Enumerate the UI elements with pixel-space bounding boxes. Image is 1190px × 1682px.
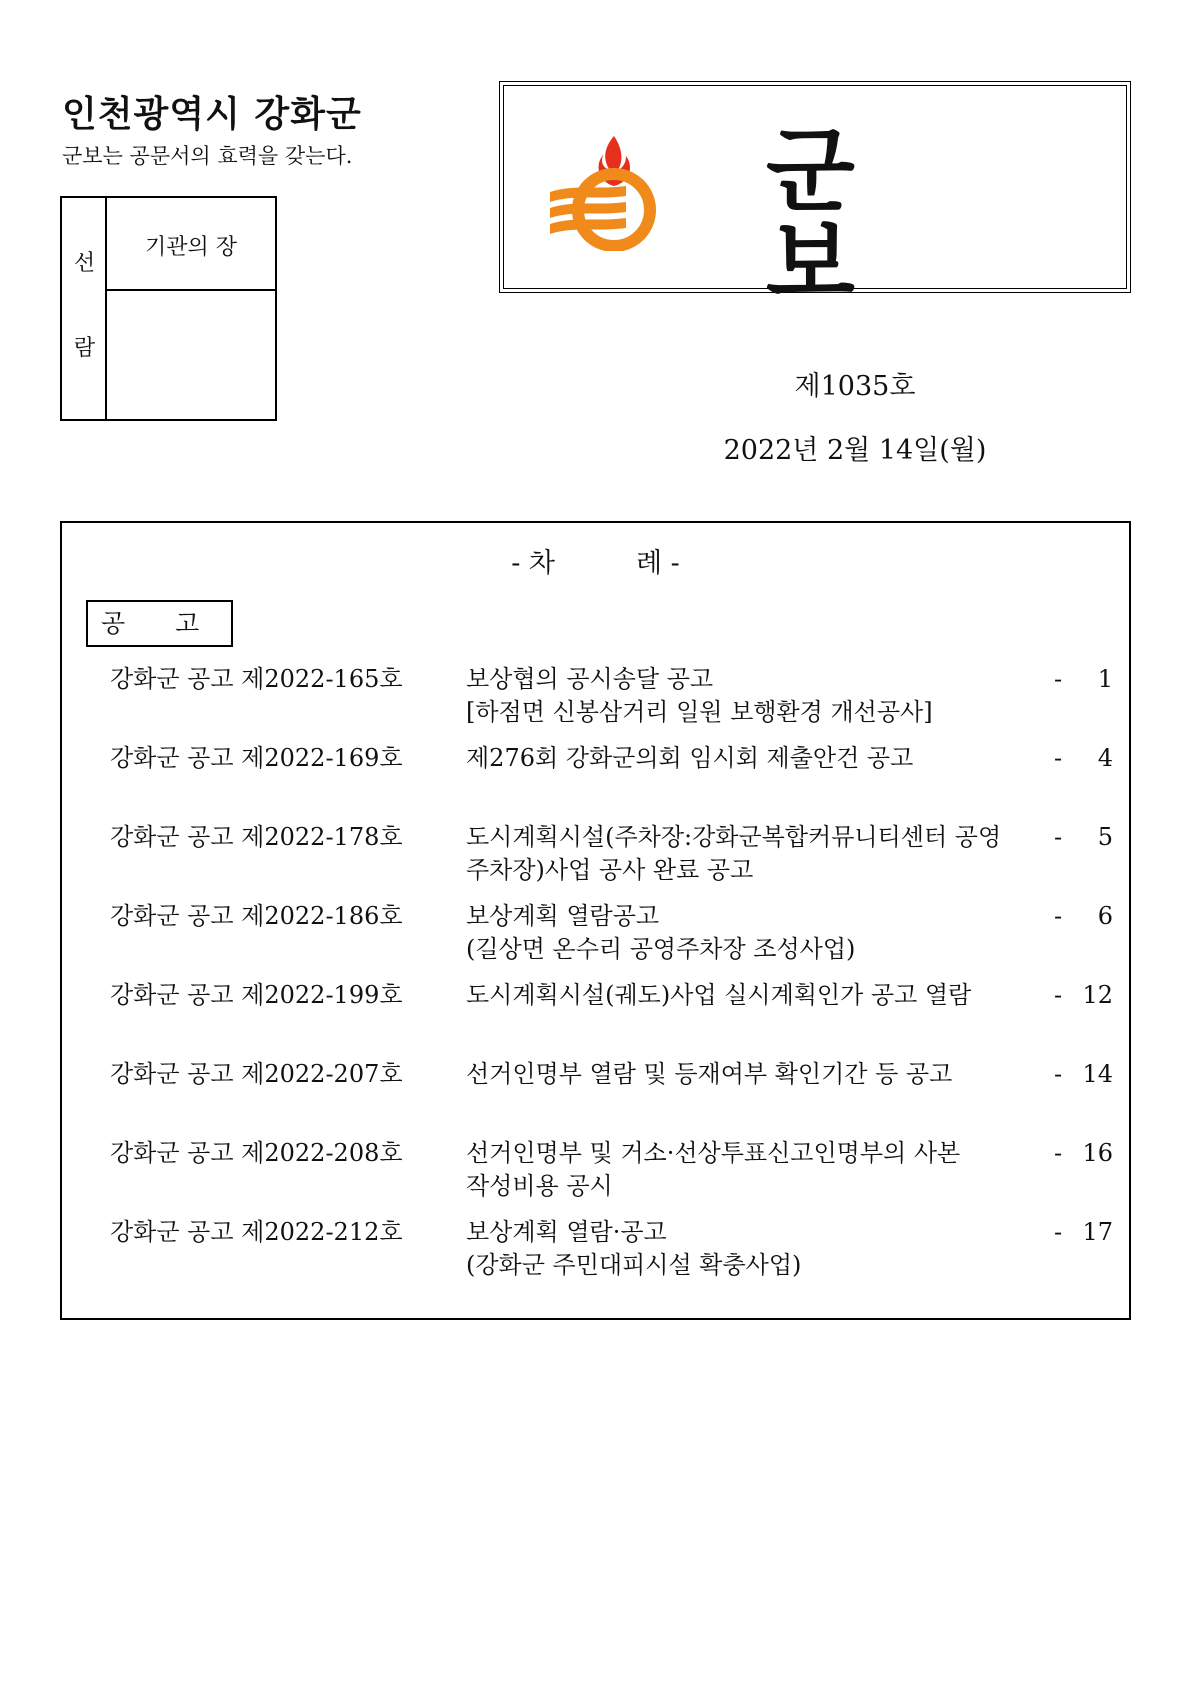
leader-dash: - — [1054, 981, 1063, 1009]
reading-head-label: 기관의 장 — [107, 198, 275, 291]
leader-dash: - — [1054, 744, 1063, 772]
notice-title: 보상협의 공시송달 공고 — [466, 665, 714, 693]
notice-title-line2: [하점면 신봉삼거리 일원 보행환경 개선공사] — [466, 698, 933, 726]
leader-dash: - — [1054, 1139, 1063, 1167]
notice-number: 강화군 공고 제2022-178호 — [110, 823, 403, 851]
page-number: 5 — [1097, 823, 1113, 851]
table-of-contents — [60, 521, 1131, 1320]
section-label: 공 고 — [86, 600, 233, 647]
organization-name: 인천광역시 강화군 — [62, 94, 362, 135]
notice-number: 강화군 공고 제2022-208호 — [110, 1139, 403, 1167]
issue-number: 제1035호 — [794, 371, 916, 402]
notice-title: 선거인명부 및 거소·선상투표신고인명부의 사본 — [466, 1139, 961, 1167]
page-number: 16 — [1082, 1139, 1113, 1167]
page-number: 17 — [1082, 1218, 1113, 1246]
notice-number: 강화군 공고 제2022-186호 — [110, 902, 403, 930]
leader-dash: - — [1054, 1218, 1063, 1246]
notice-title: 선거인명부 열람 및 등재여부 확인기간 등 공고 — [466, 1060, 953, 1088]
notice-title-line2: (강화군 주민대피시설 확충사업) — [466, 1251, 802, 1279]
notice-number: 강화군 공고 제2022-212호 — [110, 1218, 403, 1246]
gangwha-county-emblem-icon — [544, 126, 674, 251]
notice-title-line2: 주차장)사업 공사 완료 공고 — [466, 856, 754, 884]
leader-dash: - — [1054, 823, 1063, 851]
title-box — [499, 81, 1131, 317]
leader-dash: - — [1054, 1060, 1063, 1088]
notice-title: 제276회 강화군의회 임시회 제출안건 공고 — [466, 744, 914, 772]
leader-dash: - — [1054, 902, 1063, 930]
toc-title: - 차 례 - — [511, 548, 680, 579]
leader-dash: - — [1054, 665, 1063, 693]
reading-approval-box — [60, 196, 277, 421]
reading-side-bottom: 람 — [73, 336, 96, 361]
notice-number: 강화군 공고 제2022-207호 — [110, 1060, 403, 1088]
notice-title: 보상계획 열람·공고 — [466, 1218, 667, 1246]
notice-title-line2: (길상면 온수리 공영주차장 조성사업) — [466, 935, 856, 963]
notice-title: 도시계획시설(주차장:강화군복합커뮤니티센터 공영 — [466, 823, 1002, 851]
reading-side-column — [62, 198, 107, 419]
bulletin-title: 군보 — [766, 118, 960, 317]
issue-date: 2022년 2월 14일(월) — [723, 435, 987, 466]
notice-number: 강화군 공고 제2022-199호 — [110, 981, 403, 1009]
page-number: 12 — [1082, 981, 1113, 1009]
reading-side-top: 선 — [73, 251, 96, 276]
page-number: 14 — [1082, 1060, 1113, 1088]
notice-number: 강화군 공고 제2022-169호 — [110, 744, 403, 772]
page-number: 6 — [1097, 902, 1113, 930]
organization-subtitle: 군보는 공문서의 효력을 갖는다. — [62, 144, 353, 168]
notice-title: 보상계획 열람공고 — [466, 902, 660, 930]
page-number: 4 — [1097, 744, 1113, 772]
notice-title-line2: 작성비용 공시 — [466, 1172, 613, 1200]
page-number: 1 — [1097, 665, 1113, 693]
title-box-inner — [503, 85, 1127, 317]
notice-number: 강화군 공고 제2022-165호 — [110, 665, 403, 693]
notice-title: 도시계획시설(궤도)사업 실시계획인가 공고 열람 — [466, 981, 972, 1009]
